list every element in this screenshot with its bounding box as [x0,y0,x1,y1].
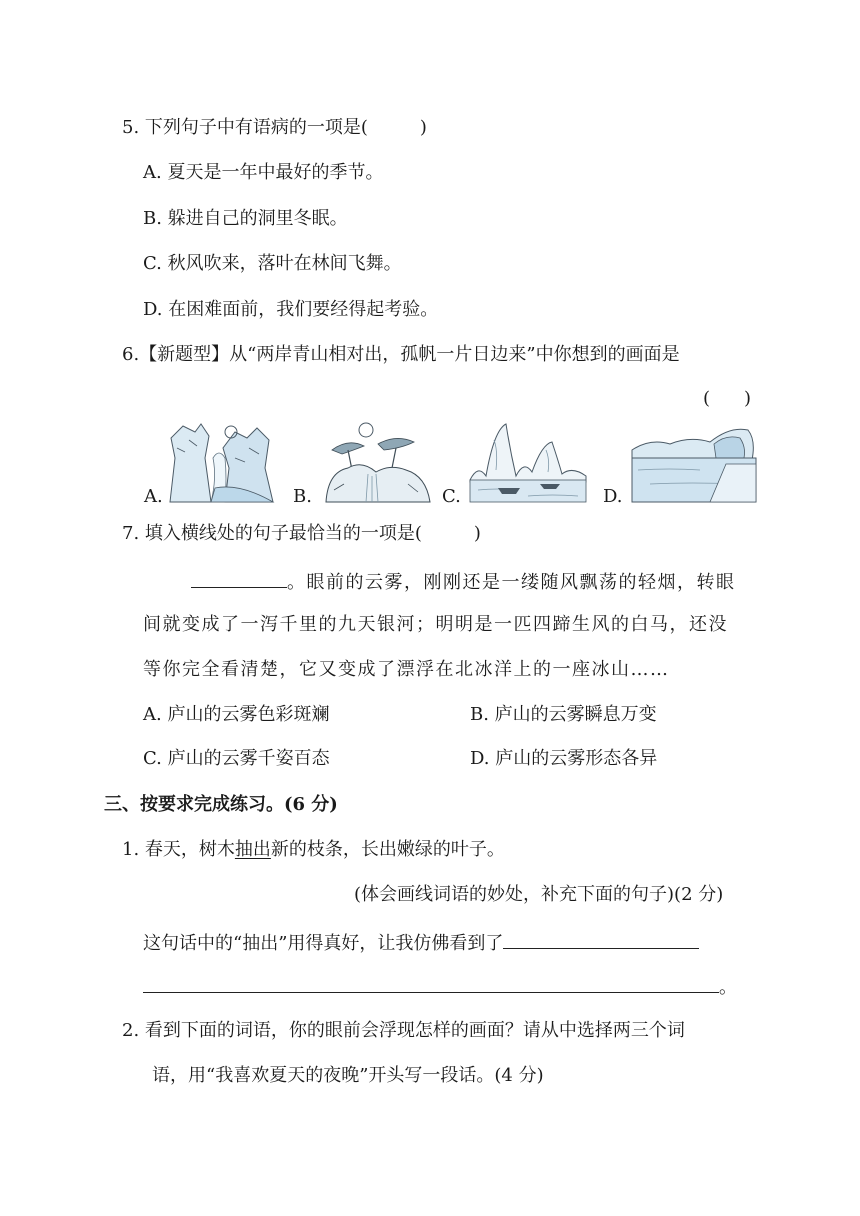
q6-label-c: C. [442,486,461,507]
s3-q1-prompt: 这句话中的“抽出”用得真好，让我仿佛看到了 [143,933,504,954]
q7-option-b: B. 庐山的云雾瞬息万变 [470,704,657,725]
q5-option-c: C. 秋风吹来，落叶在林间飞舞。 [143,253,402,274]
s3-q1-underlined-word: 抽出 [234,839,271,860]
s3-q1-sentence [122,837,505,863]
q6-label-a: A. [144,486,163,507]
s3-q1-answer-line [143,972,737,1001]
q7-passage-text-1: 。眼前的云雾，刚刚还是一缕随风飘荡的轻烟，转眼 [287,572,736,593]
q5-option-d: D. 在困难面前，我们要经得起考验。 [143,299,439,320]
q7-option-a: A. 庐山的云雾色彩斑斓 [143,704,330,725]
q6-label-d: D. [603,486,623,507]
q7-option-d: D. 庐山的云雾形态各异 [470,748,658,769]
s3-q2-line-1: 2. 看到下面的词语，你的眼前会浮现怎样的画面？请从中选择两三个词 [122,1020,685,1041]
q7-option-c: C. 庐山的云雾千姿百态 [143,748,330,769]
s3-q1-sentence-end: 新的枝条，长出嫩绿的叶子。 [270,839,505,860]
q6-stem: 6.【新题型】从“两岸青山相对出，孤帆一片日边来”中你想到的画面是 [122,344,680,365]
q6-paren-open: ( [703,388,711,409]
q5-stem [122,115,427,141]
s3-q1-sentence-start: 1. 春天，树木 [122,839,235,860]
q5-stem-close: ) [419,117,427,138]
q5-option-b: B. 躲进自己的洞里冬眠。 [143,208,348,229]
s3-q1-instruction: (体会画线词语的妙处，补充下面的句子)(2 分) [354,884,724,905]
q6-paren-close: ) [744,388,752,409]
mountains-river-boat-picture [468,420,588,504]
s3-q1-blank-2[interactable] [143,972,719,993]
q7-passage-line-3: 等你完全看清楚，它又变成了漂浮在北冰洋上的一座冰山…… [143,659,670,680]
s3-q1-prompt-line [143,928,699,957]
q7-stem-close: ) [473,523,481,544]
waterfall-cliff-picture [165,418,283,504]
s3-q1-blank-1[interactable] [503,928,699,949]
q7-passage-line-2: 间就变成了一泻千里的九天银河；明明是一匹四蹄生风的白马，还没 [143,614,728,635]
q5-stem-text: 5. 下列句子中有语病的一项是( [122,117,368,138]
q7-stem-text: 7. 填入横线处的句子最恰当的一项是( [122,523,422,544]
q7-passage-line-1 [191,567,736,596]
lake-iceberg-picture [630,420,758,504]
section-3-title: 三、按要求完成练习。(6 分) [104,794,338,815]
s3-q2-line-2: 语，用“我喜欢夏天的夜晚”开头写一段话。(4 分) [152,1065,544,1086]
q6-answer-paren [703,386,751,412]
q7-stem [122,521,481,547]
s3-q1-end-mark: 。 [719,977,737,998]
q7-answer-blank[interactable] [191,567,287,588]
pine-waterfall-picture [318,420,436,504]
q5-option-a: A. 夏天是一年中最好的季节。 [143,162,384,183]
q6-label-b: B. [293,486,312,507]
